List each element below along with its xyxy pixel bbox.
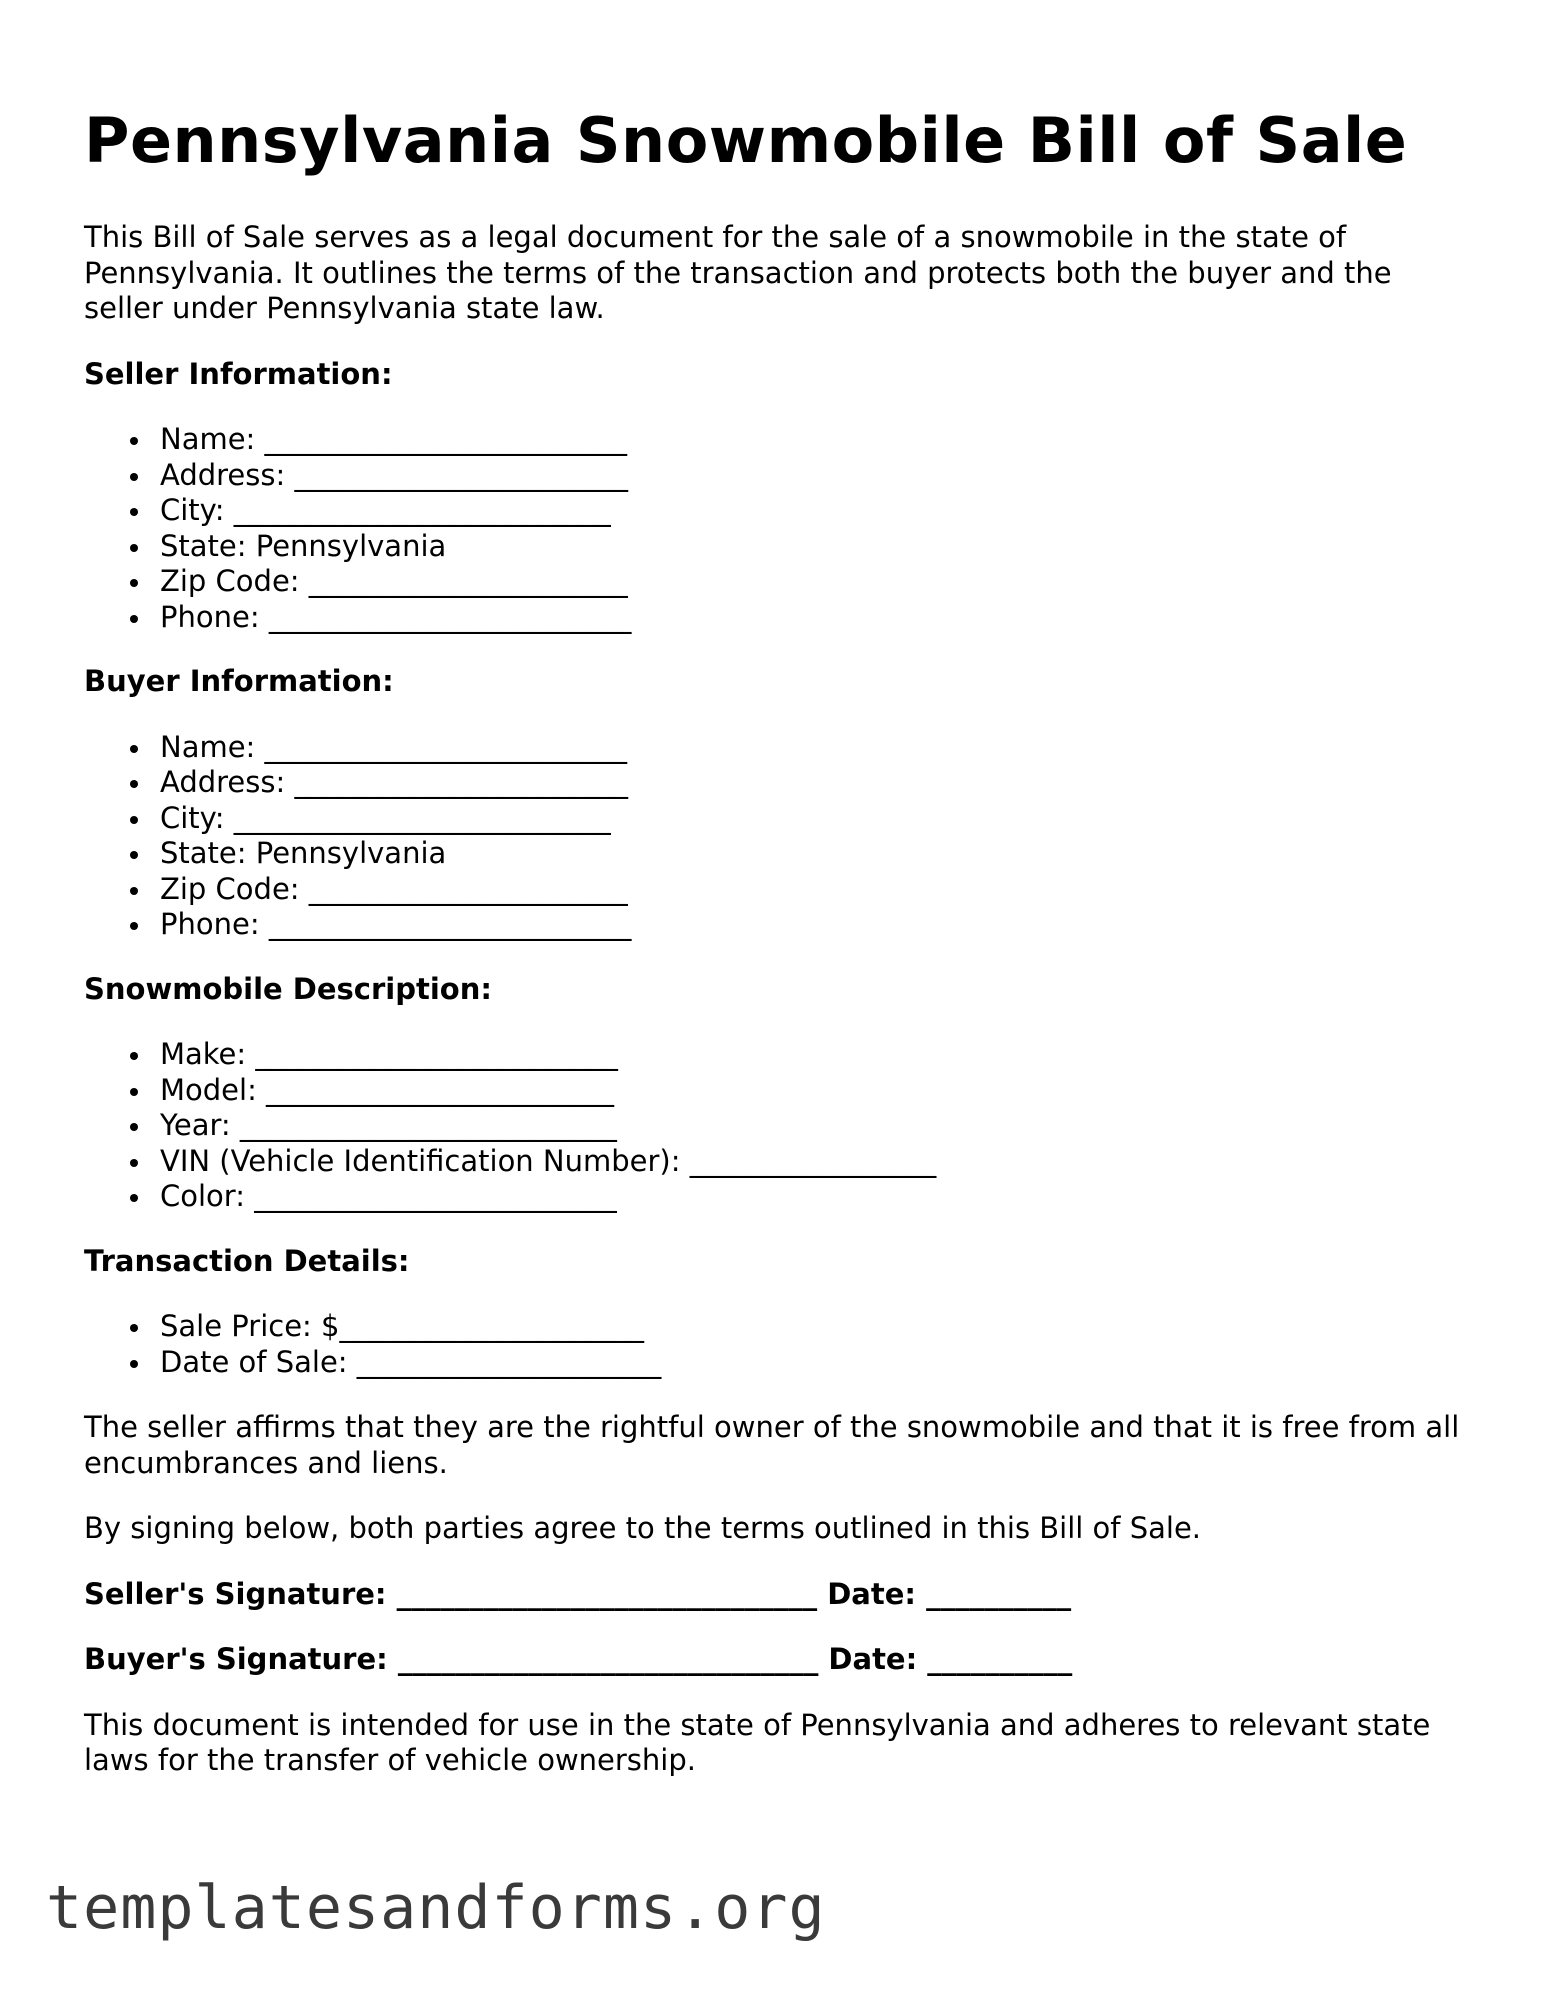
seller-section-heading: Seller Information:: [84, 356, 393, 391]
buyer-zip-field: Zip Code: ______________________: [160, 872, 1474, 908]
seller-info-list: [84, 422, 1474, 635]
buyer-section-heading: Buyer Information:: [84, 664, 394, 698]
snowmobile-color-field: Color: _________________________: [160, 1179, 1474, 1215]
seller-zip-field: Zip Code: ______________________: [160, 564, 1474, 600]
sale-date-field: Date of Sale: _____________________: [160, 1345, 1474, 1381]
snowmobile-section-heading: Snowmobile Description:: [84, 971, 492, 1006]
snowmobile-model-field: Model: ________________________: [160, 1073, 1474, 1109]
document-page: [84, 0, 1474, 1779]
snowmobile-info-list: [84, 1037, 1474, 1215]
transaction-info-list: [84, 1309, 1474, 1380]
document-title: Pennsylvania Snowmobile Bill of Sale: [84, 104, 1408, 177]
seller-phone-field: Phone: _________________________: [160, 600, 1474, 636]
buyer-name-field: Name: _________________________: [160, 730, 1474, 766]
buyer-phone-field: Phone: _________________________: [160, 907, 1474, 943]
seller-city-field: City: __________________________: [160, 493, 1474, 529]
snowmobile-year-field: Year: __________________________: [160, 1108, 1474, 1144]
seller-name-field: Name: _________________________: [160, 422, 1474, 458]
snowmobile-make-field: Make: _________________________: [160, 1037, 1474, 1073]
site-watermark: templatesandforms.org: [46, 1873, 826, 1943]
buyer-address-field: Address: _______________________: [160, 765, 1474, 801]
buyer-signature-line: Buyer's Signature: _____________________________ Date: __________: [84, 1642, 1073, 1676]
seller-address-field: Address: _______________________: [160, 458, 1474, 494]
snowmobile-vin-field: VIN (Vehicle Identification Number): _________________: [160, 1144, 1474, 1180]
transaction-section-heading: Transaction Details:: [84, 1243, 410, 1278]
seller-state-field: State: Pennsylvania: [160, 529, 1474, 565]
intro-paragraph: This Bill of Sale serves as a legal document for the sale of a snowmobile in the state of Pennsylvania. It outlines the terms of the transaction and protects both the buyer and the seller under Pennsylvania state law.: [84, 220, 1392, 325]
agreement-paragraph: By signing below, both parties agree to the terms outlined in this Bill of Sale.: [84, 1511, 1202, 1545]
buyer-state-field: State: Pennsylvania: [160, 836, 1474, 872]
seller-signature-line: Seller's Signature: _____________________________ Date: __________: [84, 1576, 1072, 1611]
buyer-info-list: [84, 730, 1474, 943]
buyer-city-field: City: __________________________: [160, 801, 1474, 837]
affirmation-paragraph: The seller affirms that they are the rightful owner of the snowmobile and that it is free from all encumbrances and liens.: [84, 1410, 1460, 1480]
sale-price-field: Sale Price: $_____________________: [160, 1309, 1474, 1345]
closing-paragraph: This document is intended for use in the state of Pennsylvania and adheres to relevant state laws for the transfer of vehicle ownership.: [84, 1707, 1431, 1777]
